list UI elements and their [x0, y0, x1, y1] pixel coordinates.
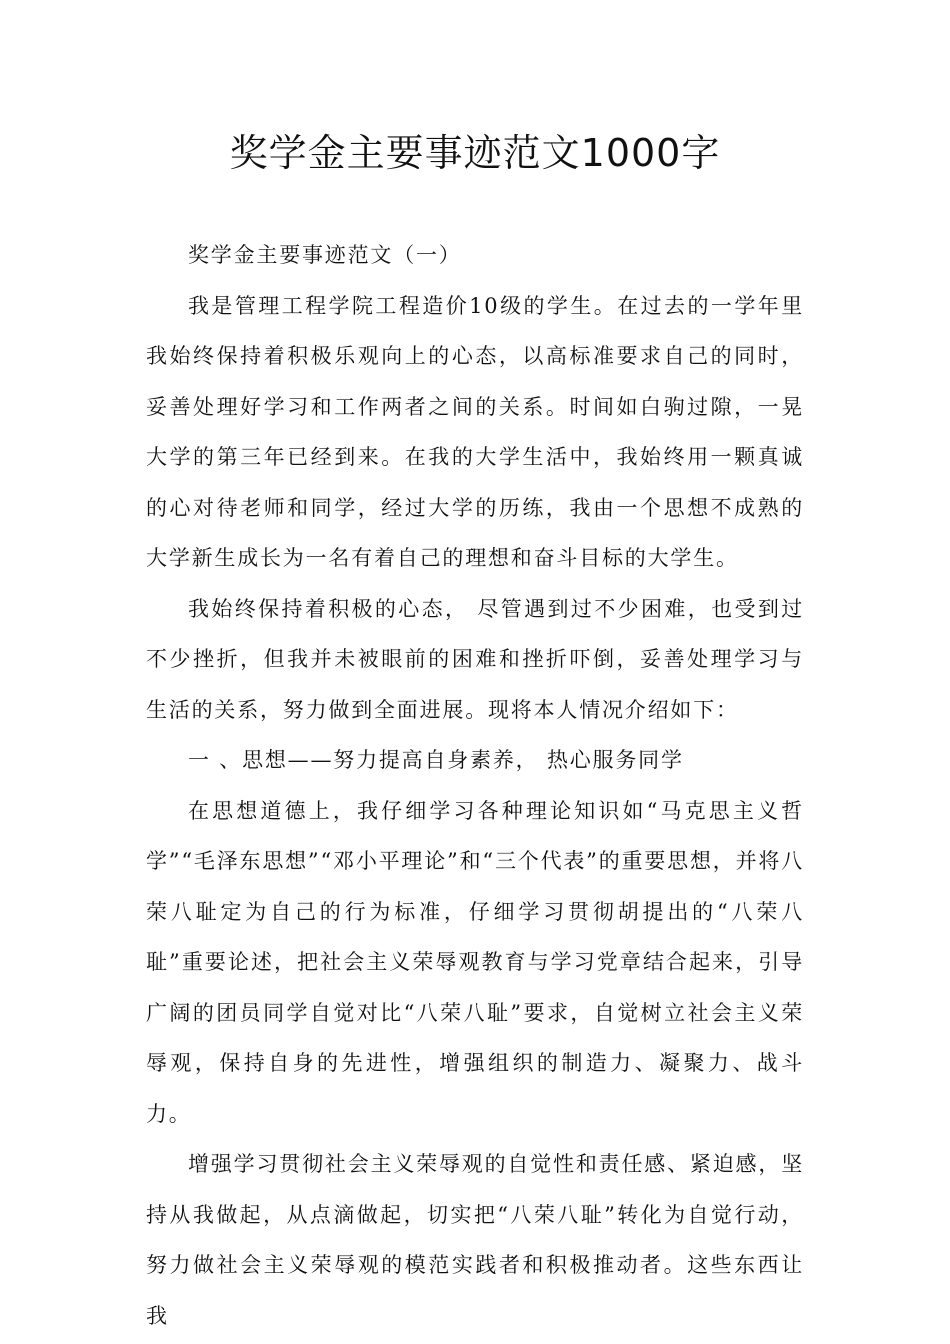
document-title: 奖学金主要事迹范文1000字: [229, 131, 721, 175]
document-body: [146, 230, 804, 1341]
paragraph-intro: 我是管理工程学院工程造价10级的学生。在过去的一学年里我始终保持着积极乐观向上的心态，以高标准要求自己的同时，妥善处理好学习和工作两者之间的关系。时间如白驹过隙，一晃大学的第三年已经到来。在我的大学生活中，我始终用一颗真诚的心对待老师和同学，经过大学的历练，我由一个思想不成熟的大学新生成长为一名有着自己的理想和奋斗目标的大学生。: [146, 293, 804, 570]
paragraph-attitude: 我始终保持着积极的心态， 尽管遇到过不少困难，也受到过不少挫折，但我并未被眼前的困难和挫折吓倒，妥善处理学习与生活的关系，努力做到全面进展。现将本人情况介绍如下：: [146, 596, 804, 722]
section-heading: 奖学金主要事迹范文（一）: [188, 243, 462, 267]
paragraph-practice: 增强学习贯彻社会主义荣辱观的自觉性和责任感、紧迫感，坚持从我做起，从点滴做起，切实把“八荣八耻”转化为自觉行动，努力做社会主义荣辱观的模范实践者和积极推动者。这些东西让我: [146, 1152, 804, 1328]
subheading-thought: 一 、思想——努力提高自身素养， 热心服务同学: [188, 748, 684, 772]
paragraph-ideology: 在思想道德上，我仔细学习各种理论知识如“马克思主义哲学”“毛泽东思想”“邓小平理论”和“三个代表”的重要思想，并将八荣八耻定为自己的行为标准，仔细学习贯彻胡提出的“八荣八耻”重要论述，把社会主义荣辱观教育与学习党章结合起来，引导广阔的团员同学自觉对比“八荣八耻”要求，自觉树立社会主义荣辱观，保持自身的先进性，增强组织的制造力、凝聚力、战斗力。: [146, 798, 804, 1126]
